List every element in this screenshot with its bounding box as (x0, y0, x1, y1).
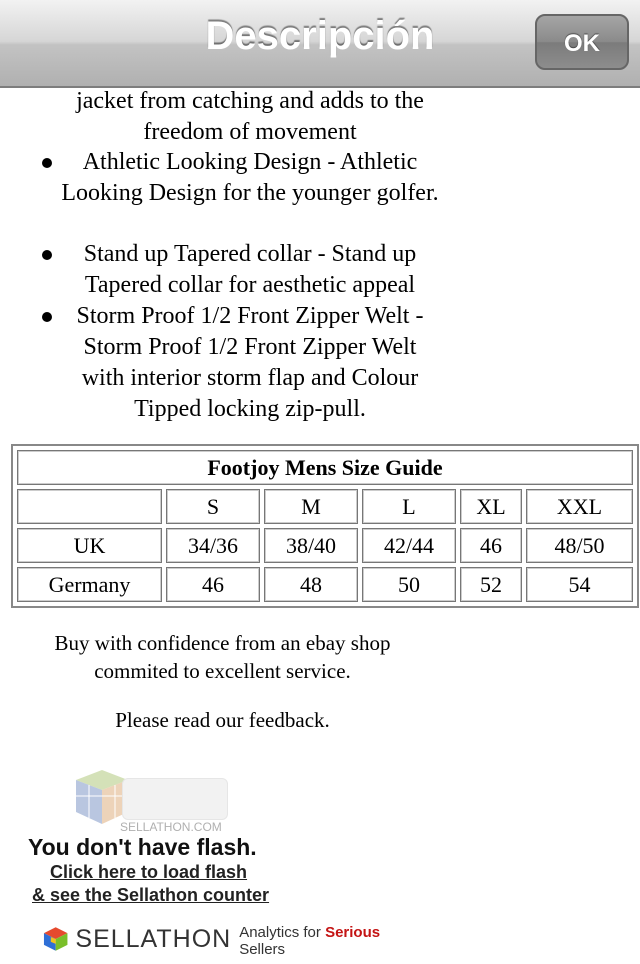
bullet-icon (42, 312, 52, 322)
table-cell: 48/50 (526, 528, 633, 563)
feedback-text: Please read our feedback. (115, 708, 330, 732)
table-header-cell: XXL (526, 489, 633, 524)
brand-tagline (239, 924, 426, 958)
table-header-cell: S (166, 489, 260, 524)
navigation-bar (0, 0, 640, 88)
table-header-cell: XL (460, 489, 522, 524)
bullet-icon (42, 250, 52, 260)
table-cell: 46 (460, 528, 522, 563)
load-flash-link[interactable]: Click here to load flash (50, 862, 248, 882)
brand-name: SELLATHON (75, 924, 232, 953)
table-cell: 54 (526, 567, 633, 602)
flash-placeholder (122, 778, 228, 820)
tagline-prefix: Analytics for (239, 924, 326, 941)
page-title: Descripción (205, 14, 435, 58)
table-header-cell (17, 489, 162, 524)
sellathon-watermark: SELLATHON.COM (120, 820, 222, 834)
feature-bullet-2: Stand up Tapered collar - Stand up Tapered collar for aesthetic appeal (83, 241, 417, 298)
table-cell: 34/36 (166, 528, 260, 563)
table-cell: Germany (17, 567, 162, 602)
table-cell: 52 (460, 567, 522, 602)
sellathon-logo-icon (42, 925, 69, 953)
table-header-cell: M (264, 489, 358, 524)
table-row (17, 567, 633, 602)
table-title-row (17, 450, 633, 485)
table-cell: UK (17, 528, 162, 563)
description-content (0, 86, 640, 960)
size-guide-table (11, 444, 639, 608)
no-flash-heading: You don't have flash. (28, 834, 257, 860)
table-row (17, 528, 633, 563)
tagline-suffix: Sellers (239, 941, 286, 958)
tagline-highlight: Serious (325, 924, 381, 941)
see-counter-link[interactable]: & see the Sellathon counter (32, 885, 270, 905)
feature-bullet-1: Athletic Looking Design - Athletic Looking Design for the younger golfer. (61, 149, 439, 206)
ok-button[interactable]: OK (535, 14, 629, 70)
confidence-text: Buy with confidence from an ebay shop commited to excellent service. (54, 631, 391, 683)
size-guide-title: Footjoy Mens Size Guide (17, 450, 633, 485)
table-cell: 50 (362, 567, 456, 602)
sellathon-counter[interactable] (26, 764, 426, 964)
table-cell: 48 (264, 567, 358, 602)
table-cell: 38/40 (264, 528, 358, 563)
table-cell: 42/44 (362, 528, 456, 563)
description-continuation: jacket from catching and adds to the freedom of movement (76, 88, 424, 145)
feature-bullet-3: Storm Proof 1/2 Front Zipper Welt - Storm Proof 1/2 Front Zipper Welt with interior storm flap and Colour Tipped locking zip-pull. (76, 303, 424, 422)
table-header-cell: L (362, 489, 456, 524)
bullet-icon (42, 158, 52, 168)
sellathon-brand (42, 922, 426, 956)
table-header-row (17, 489, 633, 524)
table-cell: 46 (166, 567, 260, 602)
